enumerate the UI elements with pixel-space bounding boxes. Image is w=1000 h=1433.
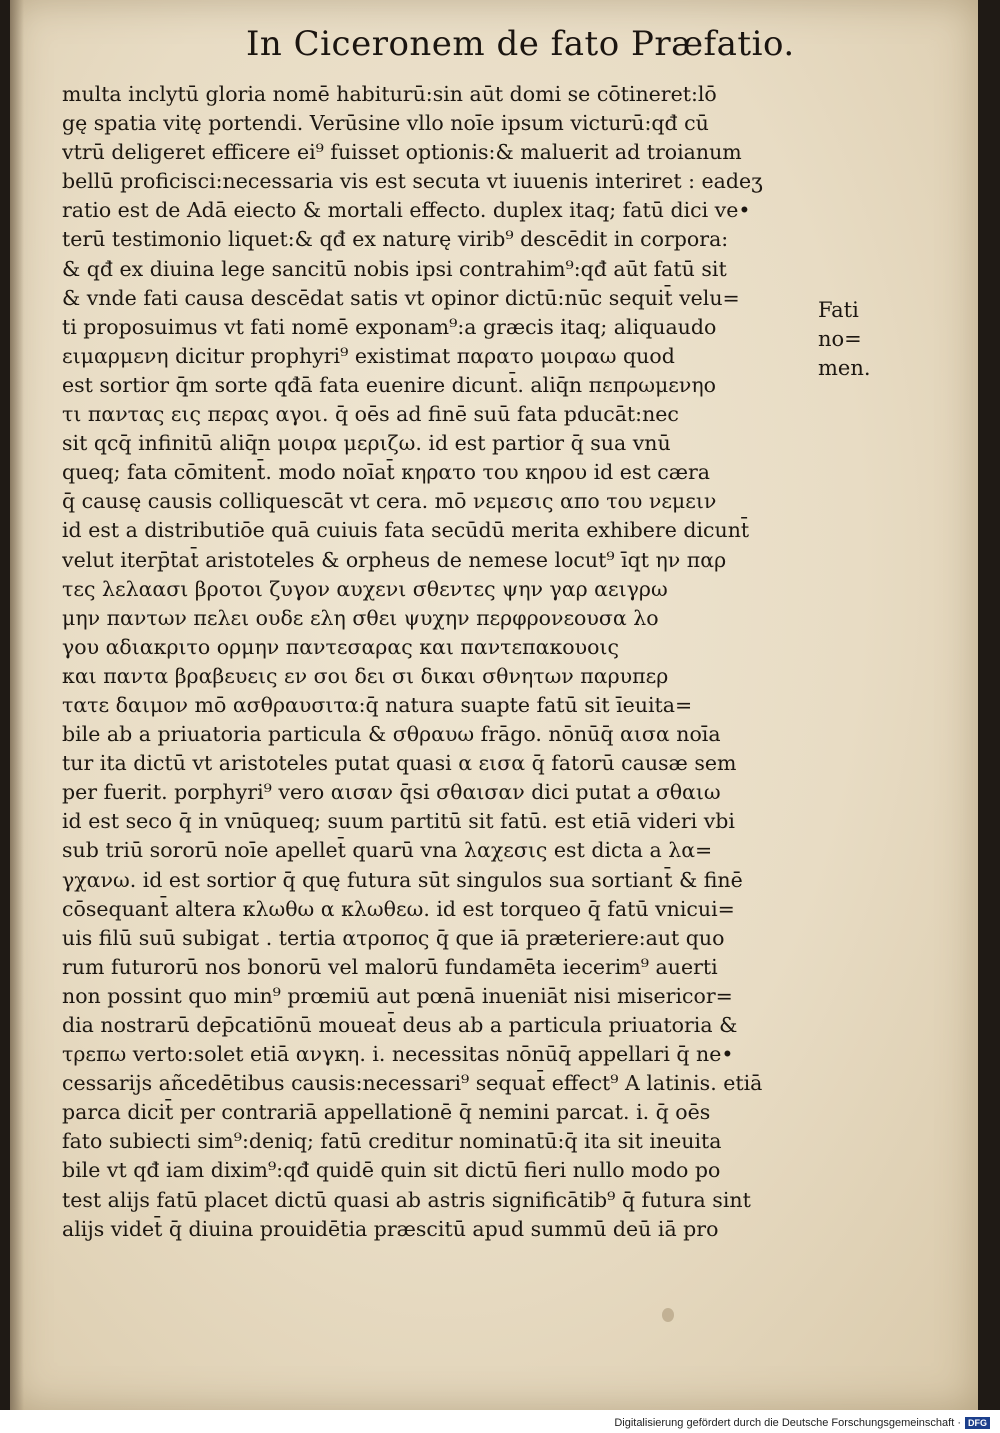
page-gutter-shadow (10, 0, 24, 1410)
text-line: fato subiecti sim⁹:deniq; fatū creditur nominatū:q̄ ita sit ineuita (62, 1129, 722, 1154)
text-line: τι παντας εις περας αγοι. q̄ oēs ad finē suū fata pducāt:nec (62, 402, 679, 427)
text-line: gę spatia vitę portendi. Verūsine vllo noīe ipsum victurū:qđ cū (62, 111, 709, 136)
text-line: sit qcq̄ infinitū aliq̄n μοιρα μεριζω. id est partior q̄ sua vnū (62, 431, 671, 456)
text-line: uis filū suū subigat . tertia ατροπος q̄ que iā præteriere:aut quo (62, 925, 725, 950)
text-line: test alijs fatū placet dictū quasi ab astris significātib⁹ q̄ futura sint (62, 1187, 751, 1212)
dfg-logo: DFG (965, 1417, 990, 1429)
text-line: bellū proficisci:necessaria vis est secuta vt iuuenis interiret : eadeʒ (62, 169, 763, 194)
text-line: τρεπω verto:solet etiā ανγκη. i. necessitas nōnūq̄ appellari q̄ ne• (62, 1042, 734, 1067)
body-text (62, 80, 822, 1244)
text-line: cōsequant̄ altera κλωθω α κλωθεω. id est torqueo q̄ fatū vnicui= (62, 896, 735, 921)
text-line: vtrū deligeret efficere ei⁹ fuisset optionis:& maluerit ad troianum (62, 140, 742, 165)
book-page (10, 0, 978, 1410)
text-line: est sortior q̄m sorte qđā fata euenire dicunt̄. aliq̄n πεπρωμενηο (62, 372, 716, 397)
text-line: bile ab a priuatoria particula & σθραυω frāgo. nōnūq̄ αισα noīa (62, 722, 721, 747)
text-line: γου αδιακριτο ορμην παντεσαρας και παντεπακουοις (62, 634, 619, 659)
digitization-footer (614, 1414, 990, 1431)
marginal-note-line: men. (818, 356, 871, 380)
text-line: cessarijs añcedētibus causis:necessari⁹ sequat̄ effect⁹ A latinis. etiā (62, 1071, 763, 1096)
text-line: & vnde fati causa descēdat satis vt opinor dictū:nūc sequit̄ velu= (62, 285, 740, 310)
text-line: τες λελαασι βροτοι ζυγον αυχενι σθεντες ψην γαρ αειγρω (62, 576, 668, 601)
marginal-note (818, 296, 903, 383)
text-line: dia nostrarū dep̄catiōnū moueat̄ deus ab a particula priuatoria & (62, 1013, 738, 1037)
text-line: μην παντων πελει ουδε ελη σθει ψυχην περφρονεουσα λο (62, 605, 659, 630)
text-line: queq; fata cōmitent̄. modo noīat̄ κηρατο του κηρου id est cæra (62, 460, 710, 485)
marginal-note-line: Fati no= (818, 298, 862, 351)
text-line: γχανω. id est sortior q̄ quę futura sūt singulos sua sortiant̄ & finē (62, 867, 743, 892)
text-line: id est seco q̄ in vnūqueq; suum partitū sit fatū. est etiā videri vbi (62, 809, 735, 834)
text-line: τατε δαιμον mō ασθραυσιτα:q̄ natura suapte fatū sit īeuita= (62, 692, 693, 717)
text-line: non possint quo min⁹ prœmiū aut pœnā inueniāt nisi misericor= (62, 983, 733, 1008)
text-line: ratio est de Adā eiecto & mortali effecto. duplex itaq; fatū dici ve• (62, 198, 751, 223)
text-line: sub triū sororū noīe apellet̄ quarū vna λαχεσις est dicta a λα= (62, 838, 713, 863)
paper-stain (662, 1308, 674, 1322)
text-line: & qđ ex diuina lege sancitū nobis ipsi contrahim⁹:qđ aūt fatū sit (62, 256, 727, 281)
text-line: bile vt qđ iam dixim⁹:qđ quidē quin sit dictū fieri nullo modo po (62, 1158, 721, 1183)
text-line: rum futurorū nos bonorū vel malorū fundamēta iecerim⁹ auerti (62, 954, 718, 979)
text-line: ειμαρμενη dicitur prophyri⁹ existimat παρατο μοιραω quod (62, 343, 675, 368)
text-line: alijs videt̄ q̄ diuina prouidētia præscitū apud summū deū iā pro (62, 1216, 719, 1241)
text-line: parca dicit̄ per contrariā appellationē q̄ nemini parcat. i. q̄ oēs (62, 1100, 711, 1125)
text-line: ti proposuimus vt fati nomē exponam⁹:a græcis itaq; aliquaudo (62, 314, 717, 339)
text-line: velut iterp̄tat̄ aristoteles & orpheus de nemese locut⁹ īqt ην παρ (62, 547, 727, 572)
running-title: In Ciceronem de fato Præfatio. (246, 24, 795, 64)
text-line: id est a distributiōe quā cuiuis fata secūdū merita exhibere dicunt̄ (62, 518, 750, 543)
text-line: και παντα βραβευεις εν σοι δει σι δικαι σθνητων παρυπερ (62, 663, 669, 688)
text-line: terū testimonio liquet:& qđ ex naturę virib⁹ descēdit in corpora: (62, 227, 729, 252)
text-line: q̄ causę causis colliquescāt vt cera. mō νεμεσις απο του νεμειν (62, 489, 717, 514)
text-line: multa inclytū gloria nomē habiturū:sin aūt domi se cōtineret:lō (62, 82, 717, 106)
text-line: per fuerit. porphyri⁹ vero αισαν q̄si σθαισαν dici putat a σθαιω (62, 780, 721, 805)
footer-credit: Digitalisierung gefördert durch die Deutsche Forschungsgemeinschaft · (614, 1416, 961, 1429)
text-line: tur ita dictū vt aristoteles putat quasi α εισα q̄ fatorū causæ sem (62, 751, 737, 776)
